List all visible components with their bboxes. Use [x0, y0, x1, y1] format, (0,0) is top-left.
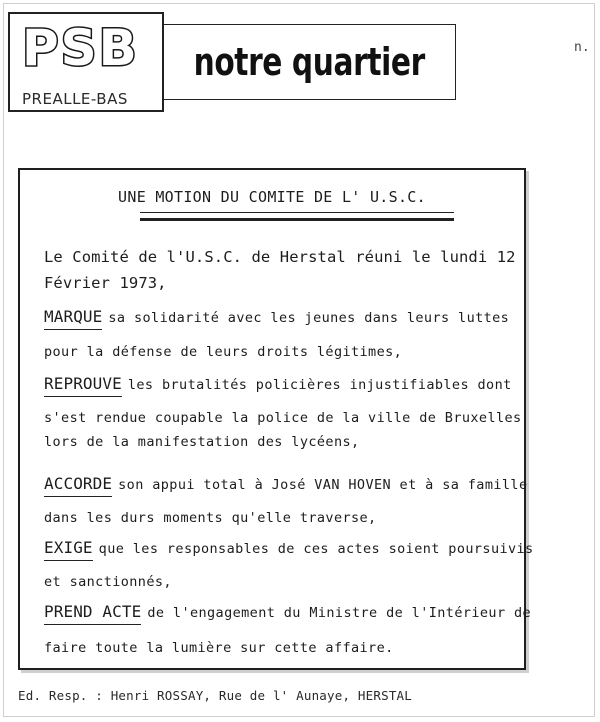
item-accorde-text-1: son appui total à José VAN HOVEN et à sa famille	[118, 477, 528, 493]
item-reprouve-line-3: lors de la manifestation des lycéens,	[44, 434, 360, 450]
item-prend-acte-line-2: faire toute la lumière sur cette affaire.	[44, 640, 394, 656]
publisher-footer: Ed. Resp. : Henri ROSSAY, Rue de l' Aunaye, HERSTAL	[18, 688, 413, 703]
title-rule-thin	[140, 212, 454, 213]
item-exige-line-1	[44, 538, 534, 561]
title-rule-thick	[140, 218, 454, 221]
item-accorde-line-2: dans les durs moments qu'elle traverse,	[44, 510, 377, 526]
keyword-accorde: ACCORDE	[44, 474, 112, 497]
item-reprouve-line-2: s'est rendue coupable la police de la ville de Bruxelles	[44, 410, 522, 426]
corner-mark: n.	[574, 40, 590, 55]
psb-logo: PSB	[22, 19, 139, 77]
item-exige-line-2: et sanctionnés,	[44, 574, 172, 590]
intro-line-2: Février 1973,	[44, 274, 167, 292]
item-marque-line-1	[44, 307, 509, 330]
item-reprouve-text-1: les brutalités policières injustifiables dont	[127, 377, 512, 393]
intro-line-1: Le Comité de l'U.S.C. de Herstal réuni le lundi 12	[44, 248, 516, 266]
item-prend-acte-text-1: de l'engagement du Ministre de l'Intérieur de	[147, 605, 532, 621]
publication-title: notre quartier	[193, 40, 426, 84]
motion-title-text: UNE MOTION DU COMITE DE L' U.S.C.	[118, 188, 426, 206]
item-reprouve-line-1	[44, 374, 512, 397]
item-prend-acte-line-1	[44, 602, 531, 625]
keyword-reprouve: REPROUVE	[44, 374, 122, 397]
publication-title-box	[163, 24, 456, 100]
item-marque-text-1: sa solidarité avec les jeunes dans leurs luttes	[108, 310, 510, 326]
keyword-prend-acte: PREND ACTE	[44, 602, 141, 625]
keyword-exige: EXIGE	[44, 538, 93, 561]
item-exige-text-1: que les responsables de ces actes soient poursuivis	[98, 541, 534, 557]
psb-logo-box	[8, 12, 164, 112]
motion-box	[18, 168, 534, 670]
location-label: PREALLE-BAS	[22, 90, 128, 108]
item-accorde-line-1	[44, 474, 527, 497]
item-marque-line-2: pour la défense de leurs droits légitimes,	[44, 344, 403, 360]
keyword-marque: MARQUE	[44, 307, 102, 330]
motion-title	[20, 188, 524, 206]
